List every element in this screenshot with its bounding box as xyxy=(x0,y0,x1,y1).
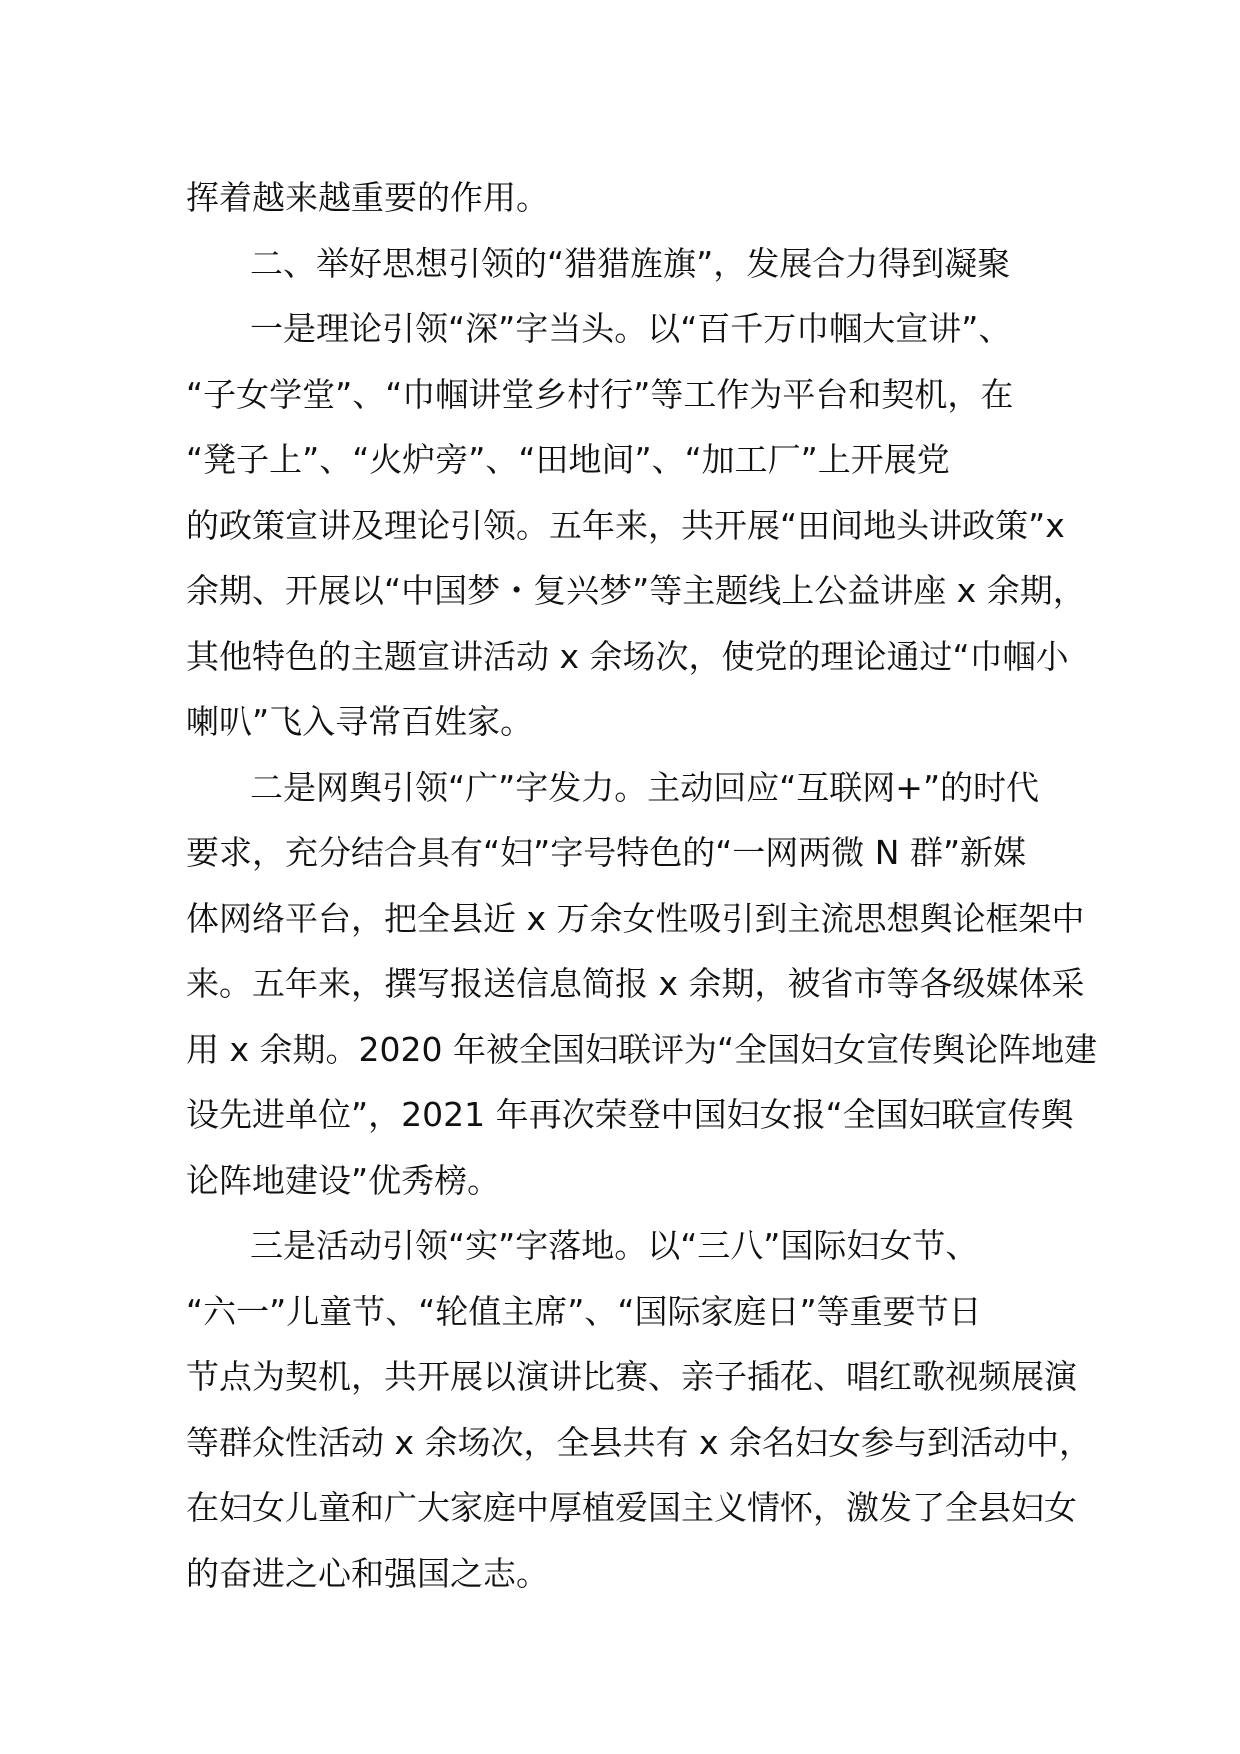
text-line: 的奋进之心和强国之志。 xyxy=(186,1553,549,1593)
text-line: 要求，充分结合具有“妇”字号特色的“一网两微 N 群”新媒 xyxy=(186,833,1027,872)
text-line: 体网络平台，把全县近 x 万余女性吸引到主流思想舆论框架中 xyxy=(186,898,1085,938)
text-line: 节点为契机，共开展以演讲比赛、亲子插花、唱红歌视频展演 xyxy=(186,1357,1077,1396)
text-line: 的政策宣讲及理论引领。五年来，共开展“田间地头讲政策”x xyxy=(186,505,1065,545)
text-line: 论阵地建设”优秀榜。 xyxy=(186,1160,501,1200)
text-line: “六一”儿童节、“轮值主席”、“国际家庭日”等重要节日 xyxy=(186,1291,982,1331)
text-line: 在妇女儿童和广大家庭中厚植爱国主义情怀，激发了全县妇女 xyxy=(186,1488,1077,1527)
text-line: 余期、开展以“中国梦・复兴梦”等主题线上公益讲座 x 余期， xyxy=(186,571,1086,610)
text-line: 一是理论引领“深”字当头。以“百千万巾帼大宣讲”、 xyxy=(250,309,1012,348)
text-line: 来。五年来，撰写报送信息简报 x 余期，被省市等各级媒体采 xyxy=(186,964,1085,1003)
text-line: “子女学堂”、“巾帼讲堂乡村行”等工作为平台和契机，在 xyxy=(186,374,1014,414)
text-line: 用 x 余期。2020 年被全国妇联评为“全国妇女宣传舆论阵地建 xyxy=(186,1029,1098,1069)
section-heading: 二、举好思想引领的“猎猎旌旗”，发展合力得到凝聚 xyxy=(250,243,1011,283)
text-line: 挥着越来越重要的作用。 xyxy=(186,178,549,217)
text-line: 其他特色的主题宣讲活动 x 余场次，使党的理论通过“巾帼小 xyxy=(186,636,1069,676)
text-line: 设先进单位”，2021 年再次荣登中国妇女报“全国妇联宣传舆 xyxy=(186,1095,1074,1134)
text-line: “凳子上”、“火炉旁”、“田地间”、“加工厂”上开展党 xyxy=(186,440,950,479)
text-line: 二是网舆引领“广”字发力。主动回应“互联网+”的时代 xyxy=(250,767,1040,807)
document-body xyxy=(186,165,1098,1606)
text-line: 三是活动引领“实”字落地。以“三八”国际妇女节、 xyxy=(250,1226,979,1265)
text-line: 喇叭”飞入寻常百姓家。 xyxy=(186,702,534,741)
text-line: 等群众性活动 x 余场次，全县共有 x 余名妇女参与到活动中， xyxy=(186,1422,1093,1462)
